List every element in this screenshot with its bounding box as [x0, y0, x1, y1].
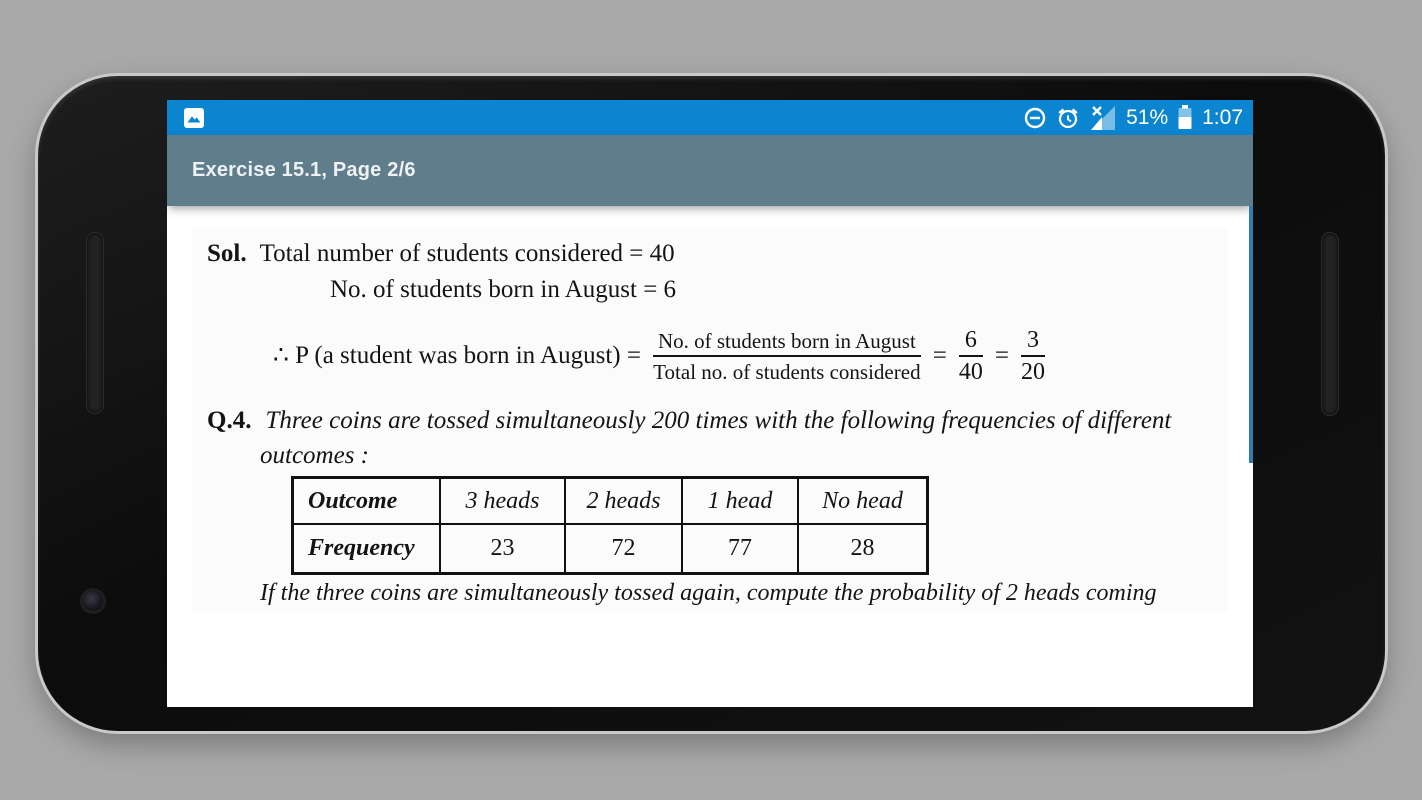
- formula-lhs: ∴ P (a student was born in August) =: [273, 342, 641, 369]
- document-scroll-area[interactable]: [167, 206, 1253, 707]
- fraction-denominator: 20: [1021, 358, 1046, 385]
- do-not-disturb-icon: [1023, 106, 1047, 130]
- vertical-scrollbar[interactable]: [1249, 206, 1253, 463]
- cell-signal-no-data-icon: [1089, 105, 1117, 131]
- alarm-clock-icon: [1056, 106, 1080, 130]
- solution-label: Sol.: [207, 240, 247, 267]
- fraction-denominator: Total no. of students considered: [653, 359, 921, 384]
- equals-sign-1: =: [932, 342, 947, 369]
- solution-line-2: No. of students born in August = 6: [330, 276, 677, 303]
- question-continuation-text: If the three coins are simultaneously tossed again, compute the probability of 2 heads coming: [260, 580, 1157, 606]
- solution-line-1: [207, 239, 675, 269]
- front-camera: [83, 591, 103, 611]
- battery-percent-text: 51%: [1126, 106, 1169, 129]
- battery-icon: [1177, 105, 1193, 130]
- question-label: Q.4.: [207, 407, 252, 434]
- table-cell: 23: [440, 524, 565, 574]
- fraction-numerator: 6: [959, 327, 983, 357]
- fraction-numerator: No. of students born in August: [653, 328, 921, 357]
- table-cell: 1 head: [682, 478, 798, 525]
- table-cell: 28: [798, 524, 928, 574]
- fraction-numerator: 3: [1021, 327, 1045, 357]
- front-speaker-right: [1322, 233, 1338, 415]
- question-line-2: outcomes :: [260, 442, 369, 469]
- table-header-row: [293, 478, 928, 525]
- frequency-table: [291, 476, 929, 575]
- table-cell: 72: [565, 524, 682, 574]
- fraction-3-20: [1021, 327, 1045, 386]
- phone-screen: [167, 100, 1253, 707]
- table-cell: 3 heads: [440, 478, 565, 525]
- equals-sign-2: =: [994, 342, 1010, 369]
- table-cell: Outcome: [293, 478, 441, 525]
- table-data-row: [293, 524, 928, 574]
- phone-device-frame: [38, 76, 1385, 731]
- table-cell: 77: [682, 524, 798, 574]
- page-title: Exercise 15.1, Page 2/6: [192, 159, 416, 181]
- table-cell: No head: [798, 478, 928, 525]
- probability-formula: [273, 321, 1045, 391]
- fraction-denominator: 40: [958, 358, 983, 385]
- fraction-6-40: [959, 327, 983, 386]
- status-bar-right-cluster: [1023, 100, 1243, 135]
- photo-notification-icon: [184, 108, 204, 128]
- textbook-page: [192, 228, 1228, 612]
- app-bar: [167, 135, 1253, 206]
- clock-text: 1:07: [1202, 106, 1243, 129]
- front-speaker-left: [87, 233, 103, 413]
- table-cell: Frequency: [293, 524, 441, 574]
- solution-text-1: Total number of students considered = 40: [259, 240, 675, 267]
- question-text-1: Three coins are tossed simultaneously 200 times with the following frequencies of different: [265, 407, 1172, 434]
- status-bar: [167, 100, 1253, 135]
- fraction-words: [653, 328, 921, 385]
- table-cell: 2 heads: [565, 478, 682, 525]
- question-line-1: [207, 406, 1171, 436]
